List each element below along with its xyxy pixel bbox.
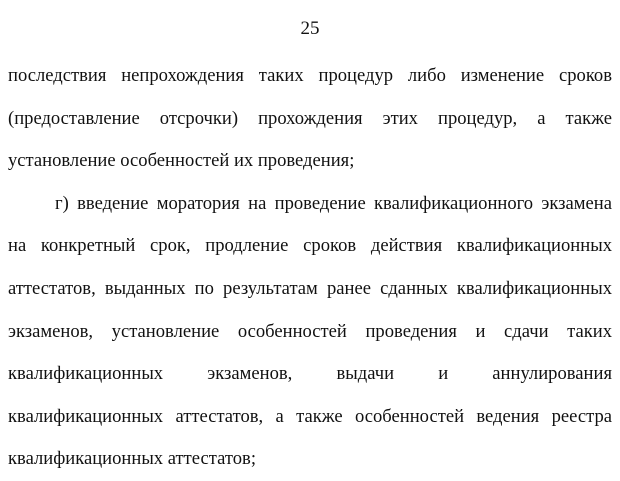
text-line: квалификационных аттестатов, а также особенностей ведения реестра bbox=[8, 405, 612, 427]
text-line: установление особенностей их проведения; bbox=[8, 150, 355, 172]
text-line: аттестатов, выданных по результатам ранее сданных квалификационных bbox=[8, 277, 612, 299]
text-line: на конкретный срок, продление сроков действия квалификационных bbox=[8, 235, 612, 257]
text-line: квалификационных аттестатов; bbox=[8, 448, 256, 470]
page-number: 25 bbox=[300, 18, 320, 39]
text-line: г) введение моратория на проведение квалификационного экзамена bbox=[55, 192, 612, 214]
text-line: квалификационных экзаменов, выдачи и аннулирования bbox=[8, 363, 612, 385]
text-line: последствия непрохождения таких процедур либо изменение сроков bbox=[8, 65, 612, 86]
text-line: (предоставление отсрочки) прохождения этих процедур, а также bbox=[8, 107, 612, 129]
document-body bbox=[8, 55, 612, 481]
text-line: экзаменов, установление особенностей проведения и сдачи таких bbox=[8, 320, 612, 342]
